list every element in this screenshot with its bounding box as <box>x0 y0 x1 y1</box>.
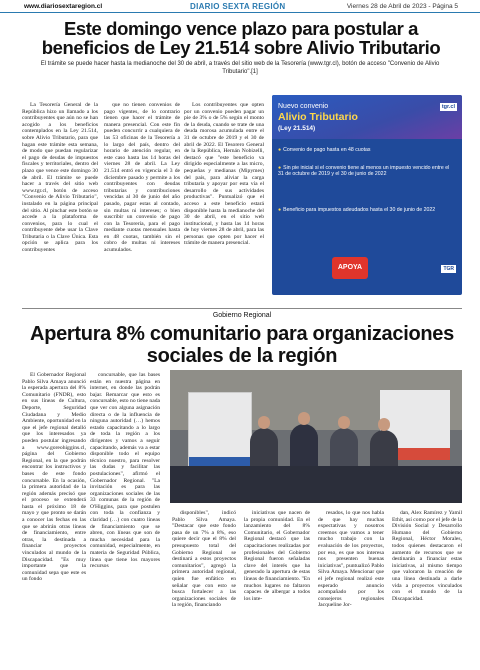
article2-column-2 <box>90 372 160 570</box>
ad-bullet-text: Convenio de pago hasta en 48 cuotas <box>283 147 371 153</box>
section-label: Gobierno Regional <box>212 312 272 319</box>
bullet-icon: ● <box>278 165 282 171</box>
ad-law: (Ley 21.514) <box>278 125 316 132</box>
tgr-badge: TGR <box>443 266 454 272</box>
section-divider <box>22 308 462 309</box>
bullet-icon: ● <box>278 207 282 213</box>
article1-column-3 <box>184 102 264 247</box>
article2-text: disponibles", indicó Pablo Silva Amaya. "Destacar que este fondo pasa de un 7% a 8%, eso quiere decir que el 8% del presupuesto total del Gobierno Regional se destinará a estos proyectos comunitarios", agregó la primera autoridad regional, quien fue enfático en señalar que con esto se busca fortalecer a las organizaciones sociales de la región, financiando <box>172 510 236 609</box>
ad-title: Alivio Tributario <box>278 111 358 123</box>
article1-text: La Tesorería General de la República hizo un llamado a los contribuyentes que aún no se han acogido a los beneficios contemplados en la Ley 21.514, sobre Alivio Tributario, para que hagan este trámite esta semana, de modo que puedan regularizar el pago de deudas de impuestos fiscales y territoriales, dentro del plazo que vence este domingo 30 de abril. El trámite se puede hacer a través del sitio web www.tgr.cl, botón de acceso "Convenio de Alivio Tributario", instalado en la página principal del sitio. Al pinchar este botón se accede a la plataforma de convenios, para lo cual el contribuyente debe usar la Clave Tributaria o la Clave Única. Esta opción se aplica para los contribuyentes <box>22 102 98 254</box>
person-head <box>378 418 390 431</box>
article2-column-1 <box>22 372 86 583</box>
article1-column-1 <box>22 102 98 254</box>
person-head <box>338 416 350 429</box>
ad-bullet-text: Beneficio para impuestos adeudados hasta el 30 de junio de 2022 <box>283 207 436 213</box>
tgr-logo: tgr.cl <box>441 104 455 110</box>
site-url[interactable]: www.diariosextaregion.cl <box>24 2 103 10</box>
article2-text: dan, Alex Ramírez y Yamil Ethit, así como por el jefe de la División Social y Desarrollo Humano del Gobierno Regional, Héctor Morales, todos quienes destacaron el aumento de recursos que se destinarán a financiar estas iniciativas, al mismo tiempo que valoraron la creación de una línea destinada a darle vida a proyectos vinculados con el mundo de la Discapacidad. <box>392 510 462 602</box>
article2-headline: Apertura 8% comunitario para organizaciones sociales de la región <box>30 323 454 367</box>
press-photo <box>170 370 462 503</box>
gore-banner-left <box>188 392 252 472</box>
article1-headline: Este domingo vence plazo para postular a beneficios de Ley 21.514 sobre Alivio Tributario <box>41 18 441 58</box>
article1-text: Los contribuyentes que opten por un convenio pueden pagar un pie de 3% o de 5% según el monto de la deuda, cuando se trate de una deuda morosa acumulada entre el 31 de octubre de 2019 y el 30 de abril de 2022. El Tesorero General de la República, Hernán Nobizelli, destacó que "este beneficio va dirigido especialmente a las micro, pequeñas y medianas (Mipymes) del país, para aliviar la carga tributaria y apoyar por esta vía el desarrollo de sus actividades productivas". Puntualizó que el acceso a este beneficio estará disponible hasta la medianoche del 30 de abril, en el sitio web institucional, y hasta las 14 horas de hoy viernes 28 de abril, para las personas que opten por hacer el trámite de manera presencial. <box>184 102 264 247</box>
article2-column-3 <box>172 510 236 609</box>
article1-column-2 <box>104 102 180 254</box>
ad-bullet-1 <box>278 147 454 153</box>
ad-kicker: Nuevo convenio <box>278 103 329 110</box>
newspaper-brand: DIARIO SEXTA REGIÓN <box>190 1 286 11</box>
masthead <box>0 0 480 13</box>
article1-text: que no tienen convenios de pago vigentes, de lo contrario tienen que hacer el trámite de manera presencial. Con este fin pueden concurrir a cualquiera de las 53 oficinas de la Tesorería a lo largo del país, dentro del horario de atención regular, en este caso hasta las 14 horas del viernes 28 de abril. La Ley 21.514 entró en vigencia el 3 de diciembre pasado y permite a los contribuyentes con deudas tributarias y contribuciones vencidas al 30 de junio del año pasado, pagar estas al contado, sin multas ni intereses; o bien suscribir un convenio de pago con la Tesorería, para el pago mediante cuotas mensuales hasta en 48 cuotas, también sin el cobro de multas ni intereses acumulados. <box>104 102 180 254</box>
ad-bullet-2 <box>278 165 454 178</box>
article2-text: concursable, que las bases están en nuestra página en internet, en donde las podrán bajar. Remarcar que esto es concursable, esto no tiene nada que ver con alguna asignación directa o de la influencia de ninguna autoridad (…) hemos estado capacitando a lo largo de toda la región a los dirigentes y vamos a seguir capacitando, además va a estar disponible todo el equipo técnico nuestro, para resolver las dudas y facilitar las postulaciones", afirmó el Gobernador Regional. "La invitación es para las organizaciones sociales de las 33 comunas de la región de O'Higgins, para que postulen con toda la confianza y claridad (…) con cuatro líneas de financiamiento que se abren, con líneas que son de mucha necesidad para la comunidad, especialmente, en materia de Seguridad Pública, línea que tiene los mayores recursos <box>90 372 160 570</box>
person-head <box>258 416 270 429</box>
article2-column-4 <box>244 510 310 602</box>
person-head <box>298 412 310 425</box>
alivio-tributario-ad <box>272 95 462 295</box>
article1-subhead: El trámite se puede hacer hasta la medianoche del 30 de abril, a través del sitio web de la Tesorería (www.tgr.cl), botón de acceso "Convenio de Alivio Tributario".[1] <box>40 61 440 75</box>
issue-date: Viernes 28 de Abril de 2023 - Página 5 <box>346 2 458 10</box>
chile-apoya-logo: APOYA <box>332 257 368 279</box>
article2-column-5 <box>318 510 384 609</box>
article2-text: resados, lo que nos habla de que hay muchas expectativas y nosotros creemos que vamos a tener mucho trabajo con la evaluación de los proyectos, por eso, es que nos interesa nos presenten buenas iniciativas", puntualizó Pablo Silva Amaya. Mencionar que el jefe regional realizó este esperado anuncio acompañado por los consejeros regionales Jacqueline Jor- <box>318 510 384 609</box>
article2-text: El Gobernador Regional Pablo Silva Amaya anunció la esperada apertura del 8% Comunitario (FNDR), esto en sus líneas de Cultura, Deporte, Seguridad Ciudadana y Medio Ambiente, oportunidad en la que el jefe regional detalló que los interesados ya pueden postular ingresando a www.goreohiggins.cl, página del Gobierno Regional, en la que podrán encontrar los instructivos y bases de este fondo concursable. En la ocasión, la primera autoridad de la región además precisó que el proceso se extenderá hasta el próximo 18 de mayo y que pronto se darán a conocer las fechas en las que se abrirán otras líneas de financiamiento, entre otras, la destinada a financiar proyectos vinculados al mundo de la Discapacidad. "Es muy importante que la comunidad sepa que este es un fondo <box>22 372 87 583</box>
ad-bullet-text: Sin pie inicial si el convenio tiene al menos un impuesto vencido entre el 31 de octubre de 2019 y el 30 de junio de 2022 <box>278 165 450 178</box>
article2-text: iniciativas que nacen de la propia comunidad. En el lanzamiento del 8% Comunitario, el Gobernador Regional destacó que las capacitaciones realizadas por profesionales del Gobierno Regional fueron señaladas clave del interés que ha generado la apertura de estas líneas de financiamiento. "En muchos lugares no faltaron capaces de albergar a todos los inte- <box>244 510 310 602</box>
ad-bullet-3 <box>278 207 454 213</box>
article2-column-6 <box>392 510 462 602</box>
bullet-icon: ● <box>278 147 282 153</box>
press-table <box>170 466 462 503</box>
